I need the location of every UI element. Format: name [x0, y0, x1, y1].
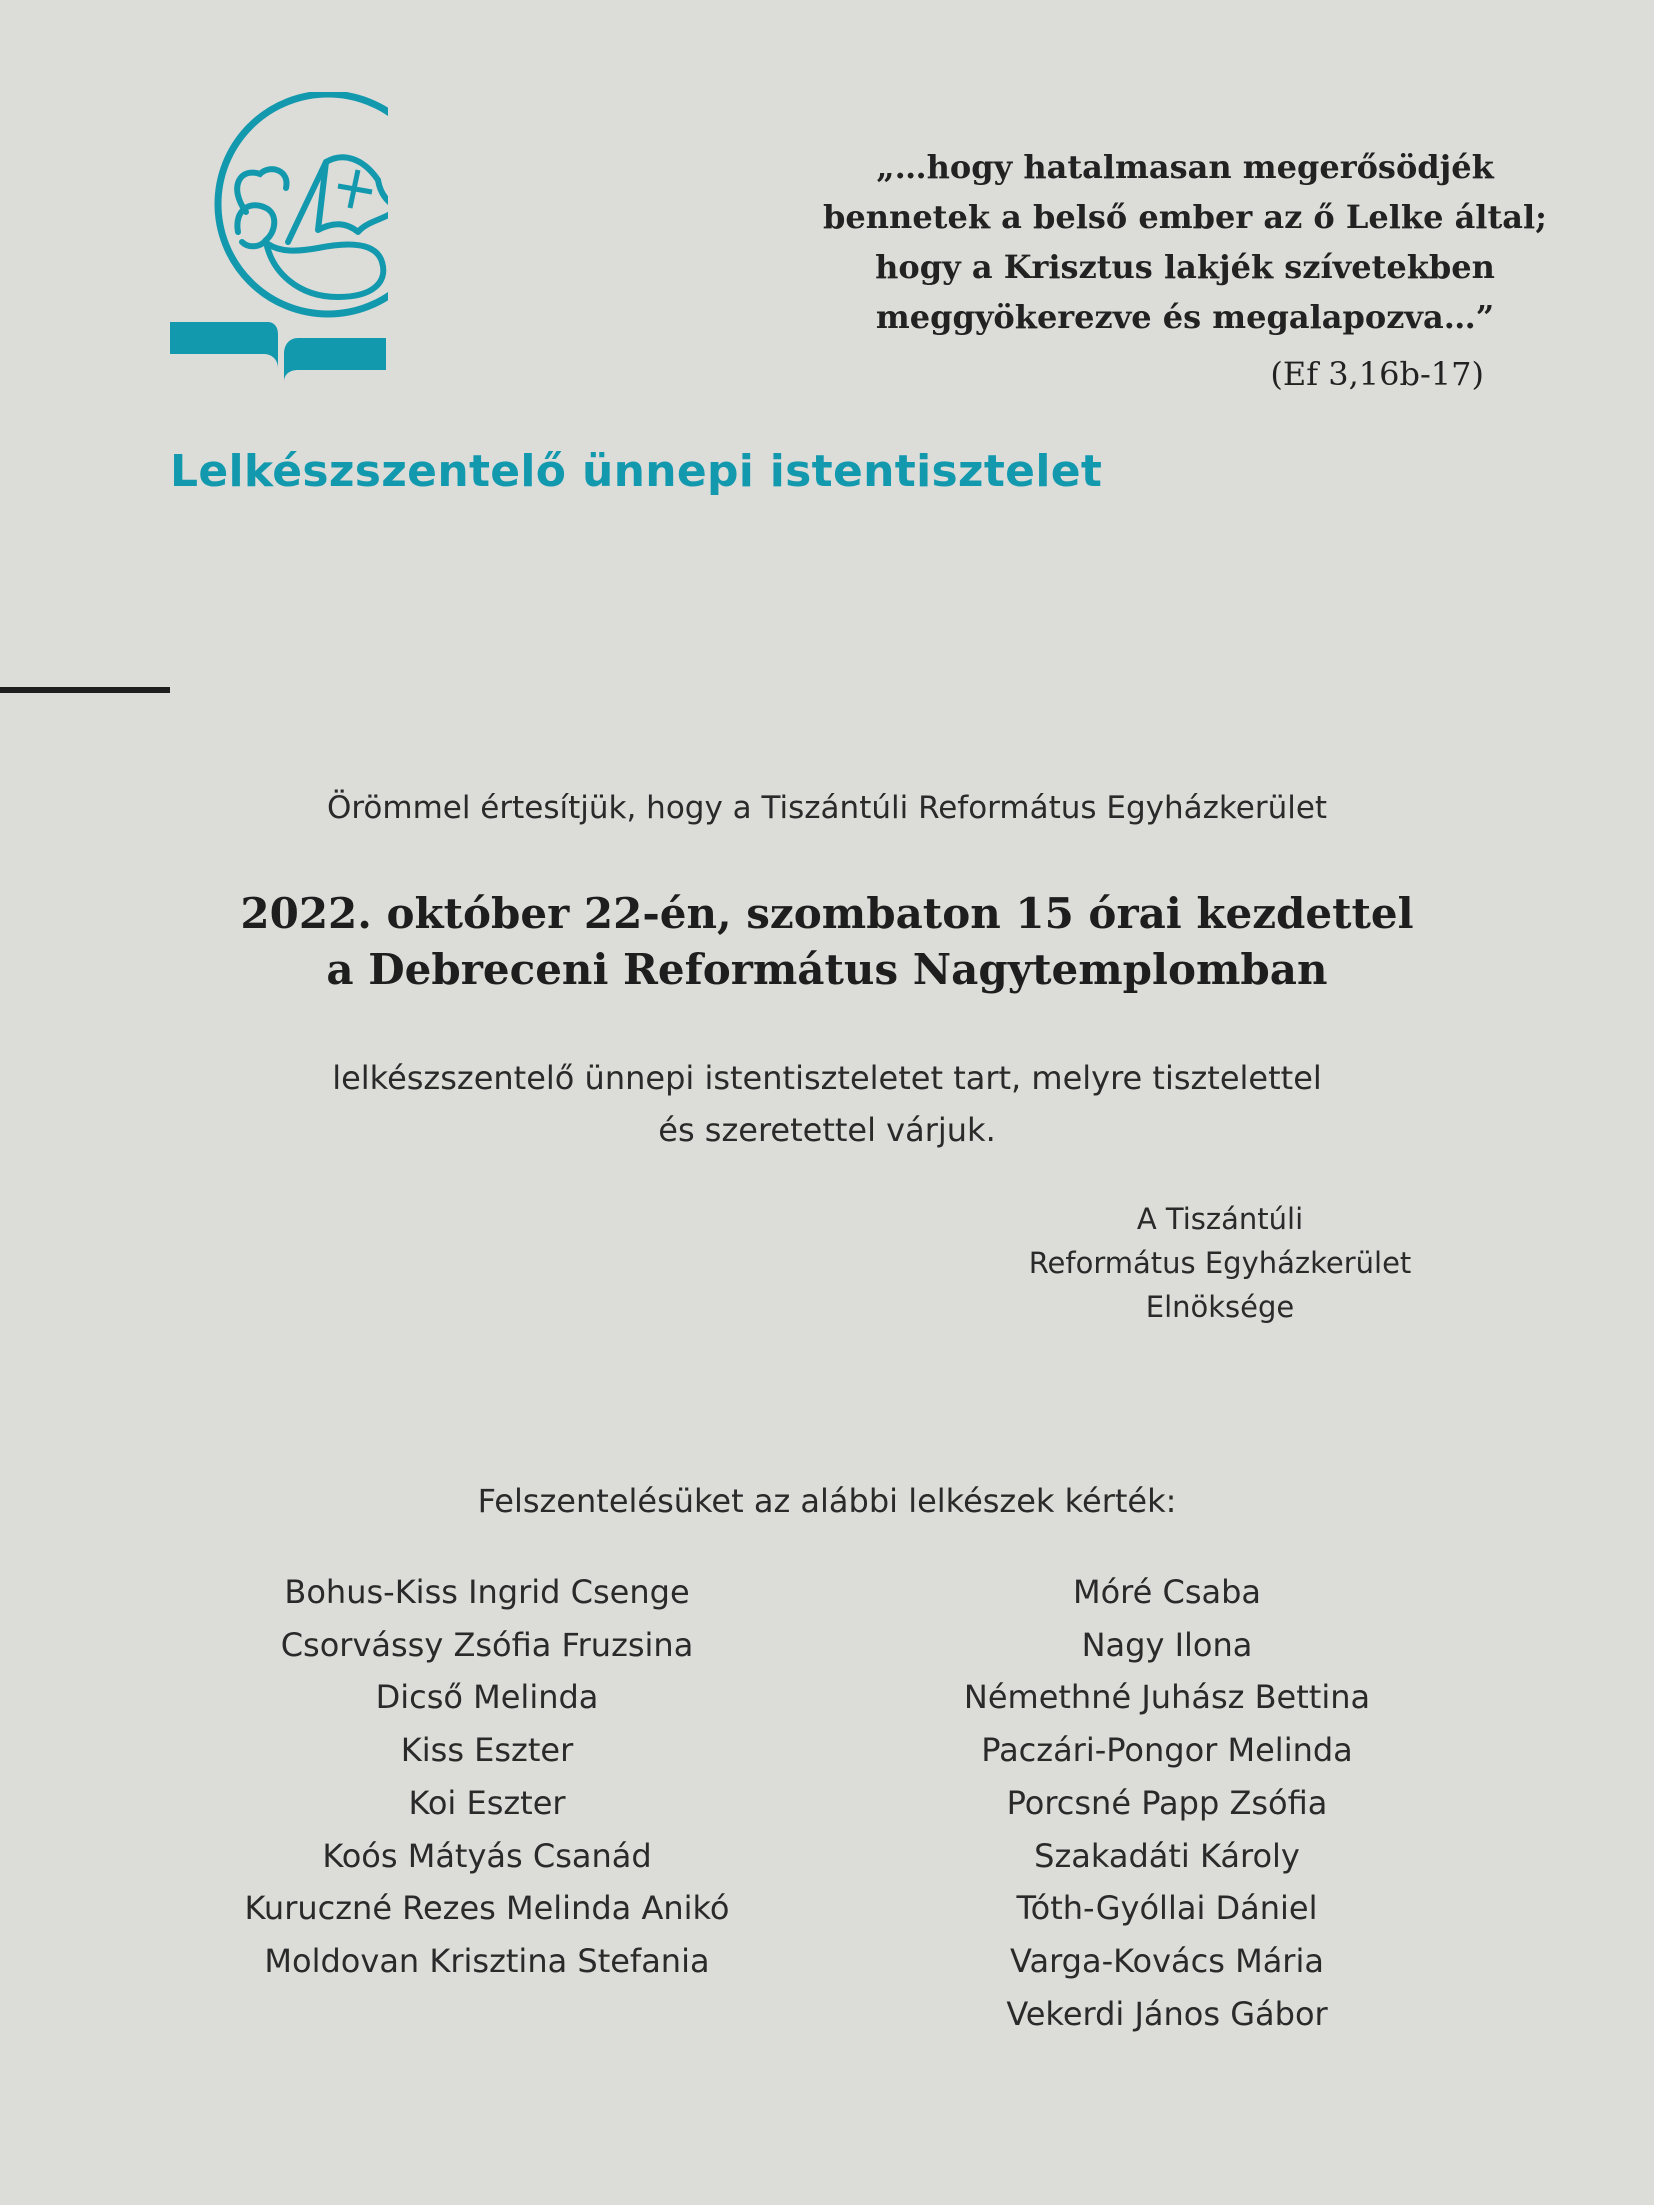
quote-reference: (Ef 3,16b-17)	[1270, 355, 1484, 393]
invite-text	[0, 1052, 1654, 1156]
quote-line: hogy a Krisztus lakjék szívetekben	[875, 248, 1495, 286]
signature-line: Református Egyházkerület	[1028, 1246, 1412, 1280]
list-item: Moldovan Krisztina Stefania	[264, 1941, 710, 1980]
quote-line: bennetek a belső ember az ő Lelke által;	[823, 198, 1547, 236]
list-item: Dicső Melinda	[375, 1678, 599, 1717]
requested-heading: Felszentelésüket az alábbi lelkészek kérték:	[477, 1482, 1177, 1520]
list-item: Bohus-Kiss Ingrid Csenge	[284, 1573, 690, 1611]
church-logo-icon	[168, 92, 388, 392]
invite-line: lelkészszentelő ünnepi istentiszteletet tart, melyre tisztelettel	[332, 1059, 1322, 1097]
list-item: Móré Csaba	[1072, 1573, 1262, 1611]
list-item: Varga-Kovács Mária	[1010, 1941, 1324, 1980]
date-line: 2022. október 22-én, szombaton 15 órai kezdettel	[240, 889, 1414, 938]
signature-line: A Tiszántúli	[1136, 1202, 1304, 1236]
list-item: Paczári-Pongor Melinda	[981, 1731, 1353, 1770]
list-item: Koi Eszter	[408, 1783, 566, 1822]
invite-line: és szeretettel várjuk.	[658, 1111, 996, 1149]
list-item: Szakadáti Károly	[1034, 1836, 1300, 1875]
list-item: Csorvássy Zsófia Fruzsina	[280, 1625, 694, 1664]
list-item: Némethné Juhász Bettina	[963, 1678, 1371, 1717]
names-left-column	[177, 1566, 797, 1988]
list-item: Kiss Eszter	[400, 1731, 574, 1770]
signature	[1000, 1197, 1440, 1329]
list-item: Kuruczné Rezes Melinda Anikó	[244, 1889, 730, 1928]
divider	[0, 687, 170, 693]
location-line: a Debreceni Református Nagytemplomban	[326, 945, 1328, 994]
intro-text: Örömmel értesítjük, hogy a Tiszántúli Református Egyházkerület	[326, 790, 1328, 826]
quote-line: meggyökerezve és megalapozva…”	[875, 298, 1495, 336]
bible-quote	[750, 142, 1620, 342]
quote-line: „…hogy hatalmasan megerősödjék	[876, 148, 1494, 186]
list-item: Tóth-Gyóllai Dániel	[1016, 1889, 1318, 1928]
list-item: Vekerdi János Gábor	[1006, 1994, 1328, 2033]
names-right-column	[857, 1566, 1477, 2040]
page-title: Lelkészszentelő ünnepi istentisztelet	[170, 446, 1103, 497]
signature-line: Elnöksége	[1145, 1290, 1295, 1324]
list-item: Nagy Ilona	[1081, 1625, 1253, 1664]
list-item: Koós Mátyás Csanád	[322, 1836, 652, 1875]
event-date-location	[0, 886, 1654, 998]
list-item: Porcsné Papp Zsófia	[1006, 1783, 1328, 1822]
